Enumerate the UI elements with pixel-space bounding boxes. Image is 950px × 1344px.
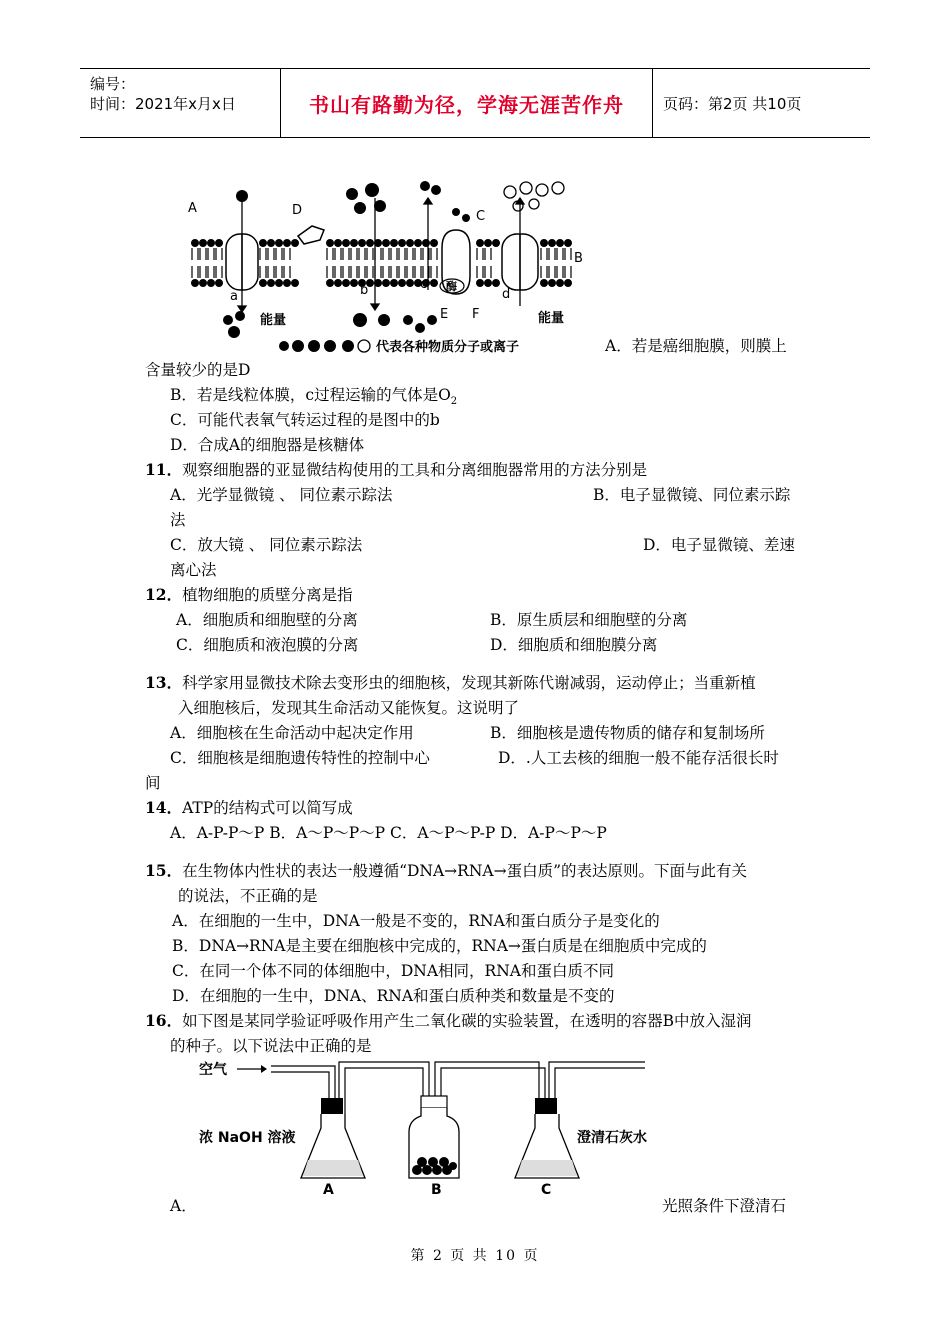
q10-option-a-head: A．若是癌细胞膜，则膜上 bbox=[605, 337, 787, 355]
q16-option-a-tail: 光照条件下澄清石 bbox=[662, 1197, 787, 1215]
q13-option-d-wrap: 间 bbox=[145, 774, 161, 792]
q11-stem: 11．观察细胞器的亚显微结构使用的工具和分离细胞器常用的方法分别是 bbox=[145, 460, 648, 479]
q11-option-c: C．放大镜 、 同位素示踪法 bbox=[170, 536, 363, 554]
q10-option-b: B．若是线粒体膜，c过程运输的气体是$O_2$ bbox=[170, 386, 458, 408]
label-D: D bbox=[292, 203, 303, 218]
q15-option-c: C．在同一个体不同的体细胞中，DNA相同，RNA和蛋白质不同 bbox=[172, 962, 614, 980]
bottle-b-label: B bbox=[431, 1182, 442, 1198]
q12-option-a: A．细胞质和细胞壁的分离 bbox=[176, 611, 358, 629]
legend-symbols bbox=[279, 340, 354, 352]
flask-a-label: A bbox=[323, 1182, 334, 1198]
q10-option-c: C．可能代表氧气转运过程的是图中的b bbox=[170, 411, 440, 429]
label-B: B bbox=[574, 251, 583, 266]
date-label: 时间：2021年x月x日 bbox=[90, 95, 236, 113]
flask-c-label: C bbox=[541, 1182, 552, 1198]
header-meta bbox=[80, 69, 281, 137]
serial-label: 编号： bbox=[90, 75, 136, 93]
energy-label-left: 能量 bbox=[260, 313, 287, 328]
q14-options: A．A-P-P～P B．A～P～P～P C．A～P～P-P D．A-P～P～P bbox=[170, 824, 607, 842]
q14-stem: 14．ATP的结构式可以简写成 bbox=[145, 798, 353, 817]
q15-option-a: A．在细胞的一生中，DNA一般是不变的，RNA和蛋白质分子是变化的 bbox=[172, 912, 660, 930]
q11-option-b-wrap: 法 bbox=[170, 511, 186, 529]
q15-option-b: B．DNA→RNA是主要在细胞核中完成的，RNA→蛋白质是在细胞质中完成的 bbox=[172, 937, 707, 955]
enzyme-label: 酶 bbox=[446, 280, 457, 293]
label-A: A bbox=[188, 201, 197, 216]
motto: 书山有路勤为径，学海无涯苦作舟 bbox=[281, 69, 653, 137]
label-C: C bbox=[476, 209, 486, 224]
q12-stem: 12．植物细胞的质壁分离是指 bbox=[145, 585, 353, 604]
legend-text: 代表各种物质分子或离子 bbox=[376, 340, 520, 355]
q10-option-d: D．合成A的细胞器是核糖体 bbox=[170, 436, 365, 454]
membrane-transport-figure bbox=[180, 178, 600, 356]
q13-option-a: A．细胞核在生命活动中起决定作用 bbox=[170, 724, 414, 742]
label-b: b bbox=[360, 283, 369, 298]
q15-stem-1: 15．在生物体内性状的表达一般遵循“DNA→RNA→蛋白质”的表达原则。下面与此有关 bbox=[145, 861, 748, 880]
q13-option-d: D．.人工去核的细胞一般不能存活很长时 bbox=[498, 749, 779, 767]
label-F: F bbox=[472, 307, 480, 322]
q13-stem-2: 入细胞核后，发现其生命活动又能恢复。这说明了 bbox=[178, 699, 520, 717]
air-label: 空气 bbox=[199, 1062, 227, 1078]
label-c: c bbox=[420, 277, 428, 292]
label-a: a bbox=[230, 289, 238, 304]
q12-option-c: C．细胞质和液泡膜的分离 bbox=[176, 636, 359, 654]
respiration-apparatus-figure bbox=[195, 1058, 675, 1200]
label-E: E bbox=[440, 307, 449, 322]
page-footer: 第 2 页 共 10 页 bbox=[410, 1248, 540, 1264]
q11-option-b: B．电子显微镜、同位素示踪 bbox=[593, 486, 791, 504]
naoh-label: 浓 NaOH 溶液 bbox=[199, 1130, 296, 1146]
energy-label-right: 能量 bbox=[538, 311, 565, 326]
q13-option-b: B．细胞核是遗传物质的储存和复制场所 bbox=[490, 724, 765, 742]
page-header bbox=[80, 68, 870, 138]
q13-option-c: C．细胞核是细胞遗传特性的控制中心 bbox=[170, 749, 430, 767]
q16-option-a-head: A． bbox=[170, 1197, 197, 1215]
q13-stem-1: 13．科学家用显微技术除去变形虫的细胞核，发现其新陈代谢减弱，运动停止；当重新植 bbox=[145, 673, 756, 692]
q11-option-d: D．电子显微镜、差速 bbox=[643, 536, 795, 554]
q12-option-b: B．原生质层和细胞壁的分离 bbox=[490, 611, 688, 629]
q15-stem-2: 的说法，不正确的是 bbox=[178, 887, 318, 905]
q16-stem-2: 的种子。以下说法中正确的是 bbox=[170, 1037, 372, 1055]
q11-option-d-wrap: 离心法 bbox=[170, 561, 217, 579]
q15-option-d: D．在细胞的一生中，DNA、RNA和蛋白质种类和数量是不变的 bbox=[172, 987, 615, 1005]
q10-option-a-tail: 含量较少的是D bbox=[145, 361, 251, 379]
limewater-label: 澄清石灰水 bbox=[577, 1130, 647, 1146]
q16-stem-1: 16．如下图是某同学验证呼吸作用产生二氧化碳的实验装置，在透明的容器B中放入湿润 bbox=[145, 1011, 752, 1030]
page-info: 页码：第2页 共10页 bbox=[663, 94, 802, 113]
q12-option-d: D．细胞质和细胞膜分离 bbox=[490, 636, 658, 654]
q11-option-a: A．光学显微镜 、 同位素示踪法 bbox=[170, 486, 393, 504]
label-d: d bbox=[502, 287, 511, 302]
